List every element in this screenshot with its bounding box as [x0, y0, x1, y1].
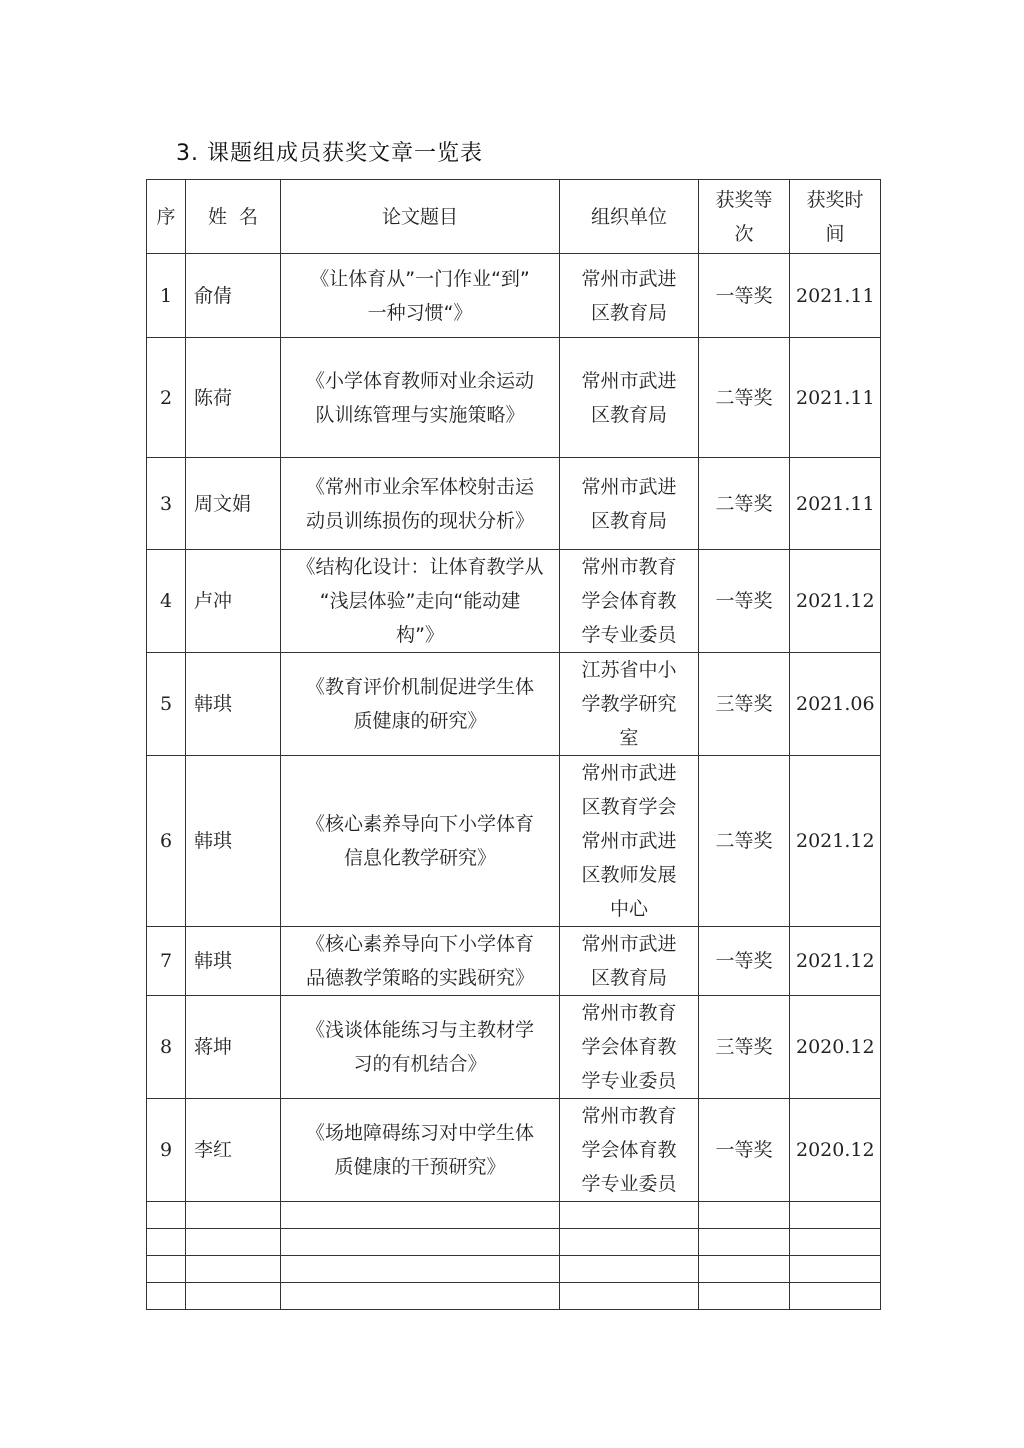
cell-org-line: 江苏省中小	[581, 659, 677, 681]
cell-title	[281, 996, 560, 1099]
empty-cell	[790, 1202, 881, 1229]
table-row	[147, 653, 881, 756]
cell-org-line: 区教育局	[590, 403, 667, 426]
cell-org-line: 学教学研究	[581, 693, 677, 715]
cell-org-line: 常州市武进	[581, 369, 677, 392]
cell-org-line: 区教师发展	[581, 864, 677, 886]
header-date-line: 获奖时	[806, 188, 864, 211]
cell-level: 一等奖	[699, 550, 790, 653]
table-row	[147, 1099, 881, 1202]
table-row	[147, 927, 881, 996]
header-level-line: 获奖等	[715, 188, 773, 211]
header-name: 姓 名	[186, 180, 281, 254]
cell-date: 2021.11	[790, 458, 881, 550]
cell-org-line: 常州市武进	[581, 933, 677, 955]
page-title: 3. 课题组成员获奖文章一览表	[176, 141, 483, 166]
cell-org-line: 常州市教育	[581, 1002, 677, 1024]
empty-cell	[186, 1229, 281, 1256]
table-row	[147, 338, 881, 458]
cell-level: 二等奖	[699, 458, 790, 550]
header-level	[699, 180, 790, 254]
empty-cell	[147, 1202, 186, 1229]
cell-level: 二等奖	[699, 756, 790, 927]
cell-no: 2	[147, 338, 186, 458]
empty-cell	[186, 1202, 281, 1229]
cell-org-line: 常州市教育	[581, 556, 677, 578]
empty-table-row	[147, 1202, 881, 1229]
cell-org	[560, 996, 699, 1099]
cell-no: 3	[147, 458, 186, 550]
cell-level: 二等奖	[699, 338, 790, 458]
cell-no: 5	[147, 653, 186, 756]
cell-title-line: 动员训练损伤的现状分析》	[305, 509, 534, 532]
cell-title-line: 《让体育从”一门作业“到”	[310, 267, 530, 290]
empty-cell	[790, 1283, 881, 1310]
cell-title	[281, 927, 560, 996]
empty-cell	[699, 1229, 790, 1256]
empty-table-row	[147, 1256, 881, 1283]
cell-org-line: 常州市武进	[581, 762, 677, 784]
empty-cell	[186, 1283, 281, 1310]
cell-no: 8	[147, 996, 186, 1099]
cell-title-line: 品德教学策略的实践研究》	[305, 967, 534, 989]
cell-org-line: 学专业委员	[581, 1173, 677, 1195]
cell-no: 4	[147, 550, 186, 653]
cell-org-line: 中心	[609, 898, 648, 920]
cell-title-line: 质健康的干预研究》	[334, 1156, 506, 1178]
cell-level: 一等奖	[699, 254, 790, 338]
cell-org-line: 学会体育教	[581, 1036, 677, 1058]
cell-name: 韩琪	[186, 653, 281, 756]
header-org: 组织单位	[560, 180, 699, 254]
cell-title-line: 一种习惯“》	[367, 301, 473, 324]
cell-date: 2021.06	[790, 653, 881, 756]
cell-title	[281, 550, 560, 653]
empty-cell	[186, 1256, 281, 1283]
empty-cell	[281, 1283, 560, 1310]
cell-title	[281, 338, 560, 458]
cell-date: 2021.11	[790, 338, 881, 458]
cell-org-line: 常州市武进	[581, 830, 677, 852]
awards-table	[146, 179, 881, 1310]
cell-date: 2021.12	[790, 756, 881, 927]
cell-org-line: 区教育局	[590, 509, 667, 532]
cell-org	[560, 338, 699, 458]
header-date	[790, 180, 881, 254]
cell-title-line: “浅层体验”走向“能动建	[319, 590, 521, 612]
cell-name: 李红	[186, 1099, 281, 1202]
cell-title-line: 队训练管理与实施策略》	[315, 403, 525, 426]
cell-date: 2021.11	[790, 254, 881, 338]
cell-org	[560, 927, 699, 996]
table-row	[147, 996, 881, 1099]
empty-cell	[147, 1229, 186, 1256]
cell-org	[560, 254, 699, 338]
cell-title	[281, 756, 560, 927]
cell-level: 一等奖	[699, 1099, 790, 1202]
header-no: 序	[147, 180, 186, 254]
cell-org-line: 常州市武进	[581, 267, 677, 290]
cell-title-line: 《核心素养导向下小学体育	[305, 813, 534, 835]
cell-title-line: 《小学体育教师对业余运动	[305, 369, 534, 392]
cell-title-line: 《结构化设计：让体育教学从	[296, 556, 544, 578]
cell-org-line: 区教育局	[590, 301, 667, 324]
cell-name: 韩琪	[186, 927, 281, 996]
empty-cell	[281, 1256, 560, 1283]
cell-title-line: 《浅谈体能练习与主教材学	[305, 1019, 534, 1041]
empty-table-row	[147, 1283, 881, 1310]
cell-org-line: 常州市教育	[581, 1105, 677, 1127]
cell-title-line: 信息化教学研究》	[343, 847, 496, 869]
cell-date: 2021.12	[790, 550, 881, 653]
empty-cell	[699, 1202, 790, 1229]
cell-title	[281, 254, 560, 338]
cell-date: 2020.12	[790, 1099, 881, 1202]
cell-title-line: 《核心素养导向下小学体育	[305, 933, 534, 955]
cell-org-line: 学专业委员	[581, 1070, 677, 1092]
cell-level: 三等奖	[699, 996, 790, 1099]
cell-title-line: 《场地障碍练习对中学生体	[305, 1122, 534, 1144]
empty-cell	[560, 1283, 699, 1310]
empty-cell	[790, 1229, 881, 1256]
table-body	[147, 254, 881, 1310]
cell-org	[560, 653, 699, 756]
cell-date: 2021.12	[790, 927, 881, 996]
cell-no: 7	[147, 927, 186, 996]
table-row	[147, 550, 881, 653]
empty-cell	[147, 1256, 186, 1283]
table-row	[147, 756, 881, 927]
header-level-line: 次	[734, 222, 754, 245]
cell-title-line: 构”》	[396, 624, 444, 646]
empty-cell	[699, 1283, 790, 1310]
cell-title-line: 《常州市业余军体校射击运	[305, 475, 534, 498]
header-title: 论文题目	[281, 180, 560, 254]
cell-level: 三等奖	[699, 653, 790, 756]
cell-name: 韩琪	[186, 756, 281, 927]
cell-no: 6	[147, 756, 186, 927]
empty-cell	[790, 1256, 881, 1283]
empty-table-row	[147, 1229, 881, 1256]
empty-cell	[560, 1229, 699, 1256]
table-header-row	[147, 180, 881, 254]
cell-org-line: 常州市武进	[581, 475, 677, 498]
cell-title-line: 《教育评价机制促进学生体	[305, 676, 534, 698]
cell-title	[281, 653, 560, 756]
cell-name: 陈荷	[186, 338, 281, 458]
empty-cell	[281, 1229, 560, 1256]
table-row	[147, 254, 881, 338]
empty-cell	[281, 1202, 560, 1229]
cell-title	[281, 458, 560, 550]
cell-org-line: 区教育学会	[581, 796, 677, 818]
cell-org-line: 学专业委员	[581, 624, 677, 646]
cell-no: 1	[147, 254, 186, 338]
empty-cell	[560, 1256, 699, 1283]
cell-org	[560, 756, 699, 927]
cell-title	[281, 1099, 560, 1202]
empty-cell	[560, 1202, 699, 1229]
cell-title-line: 习的有机结合》	[353, 1053, 487, 1075]
cell-name: 周文娟	[186, 458, 281, 550]
cell-org	[560, 550, 699, 653]
cell-name: 卢冲	[186, 550, 281, 653]
cell-name: 蒋坤	[186, 996, 281, 1099]
cell-date: 2020.12	[790, 996, 881, 1099]
cell-org-line: 学会体育教	[581, 1139, 677, 1161]
empty-cell	[699, 1256, 790, 1283]
table-row	[147, 458, 881, 550]
header-date-line: 间	[825, 222, 845, 245]
cell-org-line: 区教育局	[590, 967, 667, 989]
cell-org-line: 学会体育教	[581, 590, 677, 612]
cell-title-line: 质健康的研究》	[353, 710, 487, 732]
empty-cell	[147, 1283, 186, 1310]
cell-name: 俞倩	[186, 254, 281, 338]
cell-org-line: 室	[619, 727, 639, 749]
cell-org	[560, 1099, 699, 1202]
cell-org	[560, 458, 699, 550]
cell-no: 9	[147, 1099, 186, 1202]
cell-level: 一等奖	[699, 927, 790, 996]
